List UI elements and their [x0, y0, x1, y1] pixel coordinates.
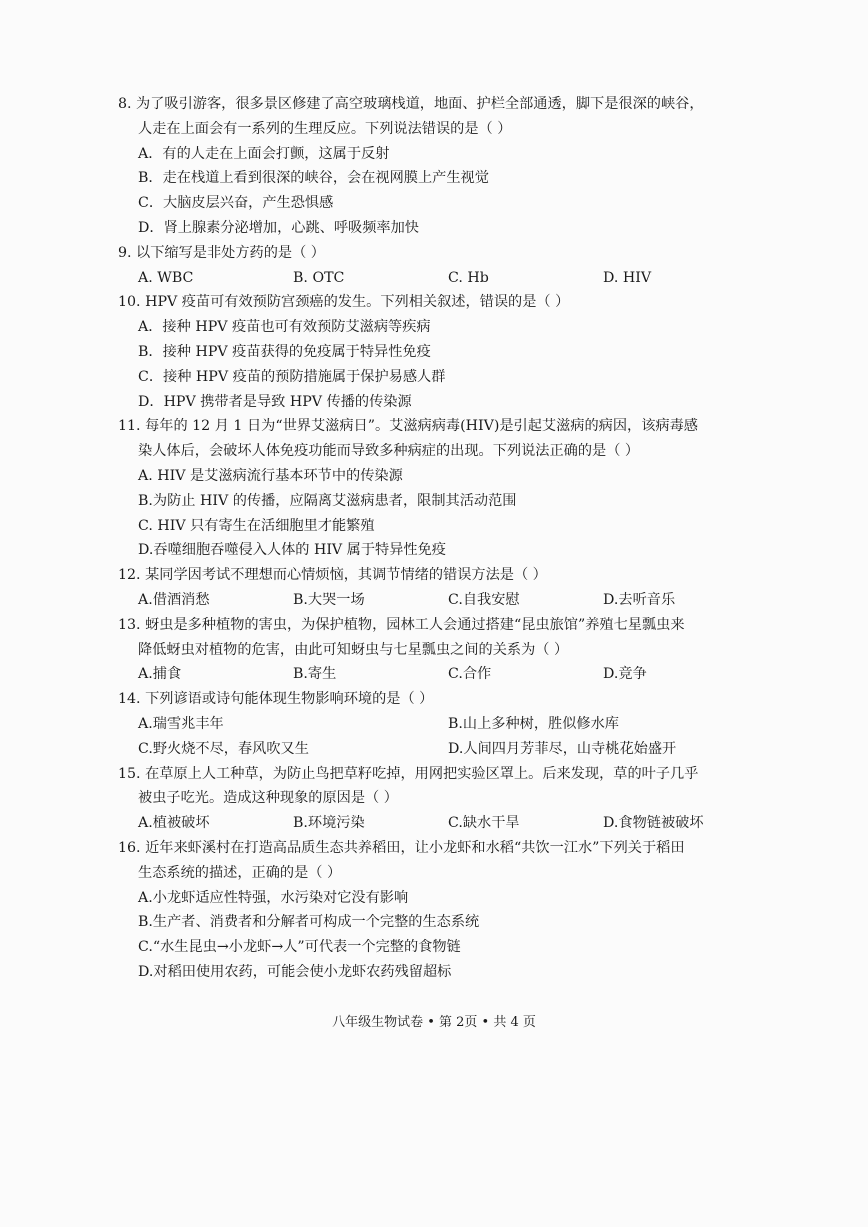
q12-options	[118, 588, 768, 613]
q8-stem-line1: 8. 为了吸引游客，很多景区修建了高空玻璃栈道，地面、护栏全部通透，脚下是很深的峡谷，	[118, 96, 704, 112]
q9-option-c: C. Hb	[448, 269, 489, 286]
q14-option-c: C.野火烧不尽，春风吹又生	[138, 740, 309, 757]
q8-option-a: A．有的人走在上面会打颤，这属于反射	[138, 145, 390, 162]
question-list	[118, 92, 768, 985]
q8-option-d: D．肾上腺素分泌增加，心跳、呼吸频率加快	[138, 219, 419, 236]
q12-option-c: C.自我安慰	[448, 591, 520, 608]
q13-options	[118, 662, 768, 687]
q15-stem-line2: 被虫子吃光。造成这种现象的原因是（ ）	[138, 790, 398, 807]
q16-option-b: B.生产者、消费者和分解者可构成一个完整的生态系统	[138, 914, 480, 931]
q14-stem: 14. 下列谚语或诗句能体现生物影响环境的是（ ）	[118, 691, 434, 708]
q11-option-c: C. HIV 只有寄生在活细胞里才能繁殖	[138, 517, 375, 534]
q16-stem-line2: 生态系统的描述，正确的是（ ）	[138, 864, 342, 881]
q9-option-b: B. OTC	[293, 269, 345, 286]
q10-option-c: C．接种 HPV 疫苗的预防措施属于保护易感人群	[138, 368, 446, 385]
q11-stem-line1: 11. 每年的 12 月 1 日为“世界艾滋病日”。艾滋病病毒(HIV)是引起艾滋病的病因，该病毒感	[118, 418, 698, 435]
q12-stem: 12. 某同学因考试不理想而心情烦恼，其调节情绪的错误方法是（ ）	[118, 567, 547, 584]
q15-option-d: D.食物链被破坏	[603, 815, 704, 832]
q14-option-d: D.人间四月芳菲尽，山寺桃花始盛开	[448, 740, 677, 757]
q15-option-b: B.环境污染	[293, 815, 365, 832]
q9-option-a: A. WBC	[138, 269, 194, 286]
q10-option-d: D．HPV 携带者是导致 HPV 传播的传染源	[138, 393, 412, 410]
q8-stem-line2: 人走在上面会有一系列的生理反应。下列说法错误的是（ ）	[138, 120, 512, 137]
q16-option-d: D.对稻田使用农药，可能会使小龙虾农药残留超标	[138, 963, 452, 980]
q11-option-b: B.为防止 HIV 的传播，应隔离艾滋病患者，限制其活动范围	[138, 492, 517, 509]
q8-option-c: C．大脑皮层兴奋，产生恐惧感	[138, 195, 334, 212]
q12-option-d: D.去听音乐	[603, 591, 676, 608]
q10-option-b: B．接种 HPV 疫苗获得的免疫属于特异性免疫	[138, 343, 431, 360]
q9-option-d: D. HIV	[603, 269, 652, 286]
q11-option-d: D.吞噬细胞吞噬侵入人体的 HIV 属于特异性免疫	[138, 542, 446, 559]
q10-stem: 10. HPV 疫苗可有效预防宫颈癌的发生。下列相关叙述，错误的是（ ）	[118, 294, 570, 311]
q9-stem: 9. 以下缩写是非处方药的是（ ）	[118, 244, 325, 261]
q10-option-a: A．接种 HPV 疫苗也可有效预防艾滋病等疾病	[138, 319, 431, 336]
q15-option-c: C.缺水干旱	[448, 815, 520, 832]
q15-option-a: A.植被破坏	[138, 815, 210, 832]
q13-option-d: D.竞争	[603, 666, 647, 683]
q14-options-row1	[118, 712, 768, 737]
q12-option-a: A.借酒消愁	[138, 591, 210, 608]
q11-stem-line2: 染人体后，会破坏人体免疫功能而导致多种病症的出现。下列说法正确的是（ ）	[138, 443, 640, 460]
page-footer: 八年级生物试卷 • 第 2页 • 共 4 页	[332, 1015, 536, 1030]
q14-option-a: A.瑞雪兆丰年	[138, 715, 224, 732]
q13-stem-line2: 降低蚜虫对植物的危害，由此可知蚜虫与七星瓢虫之间的关系为（ ）	[138, 641, 569, 658]
q9-options	[118, 266, 768, 291]
q15-stem-line1: 15. 在草原上人工种草，为防止鸟把草籽吃掉，用网把实验区罩上。后来发现，草的叶子几乎	[118, 765, 699, 782]
q13-option-a: A.捕食	[138, 666, 182, 683]
q16-stem-line1: 16. 近年来虾溪村在打造高品质生态共养稻田，让小龙虾和水稻“共饮一江水”下列关于稻田	[118, 839, 685, 856]
q13-option-c: C.合作	[448, 666, 492, 683]
q14-options-row2	[118, 737, 768, 762]
q16-option-c: C.“水生昆虫→小龙虾→人”可代表一个完整的食物链	[138, 939, 461, 956]
q13-stem-line1: 13. 蚜虫是多种植物的害虫，为保护植物，园林工人会通过搭建“昆虫旅馆”养殖七星瓢虫来	[118, 616, 685, 633]
q11-option-a: A. HIV 是艾滋病流行基本环节中的传染源	[138, 467, 403, 484]
q14-option-b: B.山上多种树，胜似修水库	[448, 715, 619, 732]
q8-option-b: B．走在栈道上看到很深的峡谷，会在视网膜上产生视觉	[138, 170, 489, 187]
q16-option-a: A.小龙虾适应性特强，水污染对它没有影响	[138, 889, 409, 906]
q13-option-b: B.寄生	[293, 666, 337, 683]
q12-option-b: B.大哭一场	[293, 591, 365, 608]
q15-options	[118, 811, 768, 836]
